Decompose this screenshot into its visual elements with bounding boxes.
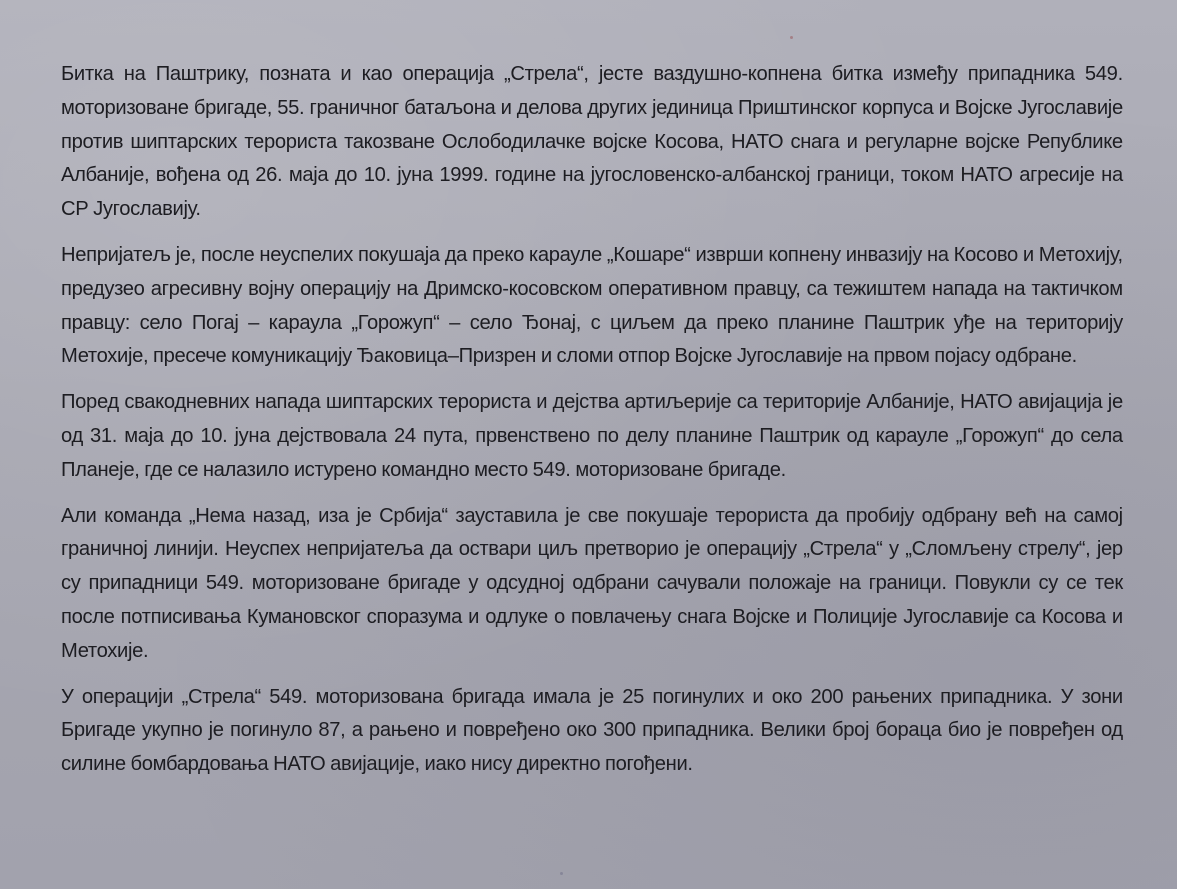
document-body xyxy=(61,57,1139,793)
paragraph-1: Битка на Паштрику, позната и као операција „Стрела“, јесте ваздушно-копнена битка између припадника 549. моторизоване бригаде, 55. граничног батаљона и делова других јединица Приштинског корпуса и Војске Југославије против шиптарских терориста такозване Ослободилачке војске Косова, НАТО снага и регуларне војске Републике Албаније, вођена од 26. маја до 10. јуна 1999. године на југословенско-албанској граници, током НАТО агресије на СР Југославију. xyxy=(61,62,1123,221)
paragraph-3: Поред свакодневних напада шиптарских терориста и дејства артиљерије са територије Албаније, НАТО авијација је од 31. маја до 10. јуна дејствовала 24 пута, првенствено по делу планине Паштрик од карауле „Горожуп“ до села Планеје, где се налазило истурено командно место 549. моторизоване бригаде. xyxy=(61,390,1123,481)
paragraph-5: У операцији „Стрела“ 549. моторизована бригада имала је 25 погинулих и око 200 рањених припадника. У зони Бригаде укупно је погинуло 87, а рањено и повређено око 300 припадника. Велики број бораца био је повређен од силине бомбардовања НАТО авијације, иако нису директно погођени. xyxy=(61,684,1123,776)
paragraph-2: Непријатељ је, после неуспелих покушаја да преко карауле „Кошаре“ изврши копнену инвазију на Косово и Метохију, предузео агресивну војну операцију на Дримско-косовском оперативном правцу, са тежиштем напада на тактичком правцу: село Погај – караула „Горожуп“ – село Ђонај, с циљем да преко планине Паштрик уђе на територију Метохије, пресече комуникацију Ђаковица–Призрен и сломи отпор Војске Југославије на првом појасу одбране. xyxy=(61,242,1123,368)
paper-speck xyxy=(790,36,793,39)
paragraph-4: Али команда „Нема назад, иза је Србија“ зауставила је све покушаје терориста да пробију одбрану већ на самој граничној линији. Неуспех непријатеља да оствари циљ претворио је операцију „Стрела“ у „Сломљену стрелу“, јер су припадници 549. моторизоване бригаде у одсудној одбрани сачували положаје на граници. Повукли су се тек после потписивања Кумановског споразума и одлуке о повлачењу снага Војске и Полиције Југославије са Косова и Метохије. xyxy=(61,503,1123,662)
paper-speck xyxy=(560,872,563,875)
